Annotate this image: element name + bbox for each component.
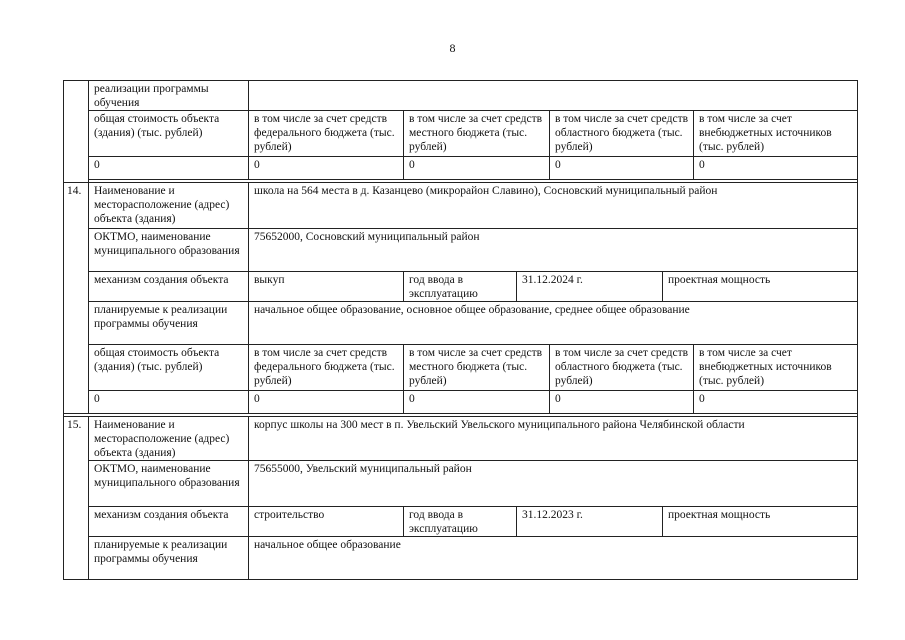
- table-row: [64, 507, 858, 537]
- table-row: [64, 537, 858, 580]
- item-14-regional-value: 0: [550, 391, 694, 414]
- regional-label: в том числе за счет средств областного бюджета (тыс. рублей): [550, 111, 694, 157]
- item-15-oktmo-label: ОКТМО, наименование муниципального образования: [89, 461, 249, 507]
- item-14-number: 14.: [64, 183, 89, 414]
- table-row: [64, 111, 858, 157]
- table-row: [64, 345, 858, 391]
- federal-value: 0: [249, 157, 404, 180]
- table-row: [64, 302, 858, 345]
- item-14-year-label: год ввода в эксплуатацию: [404, 272, 517, 302]
- item-14-local-value: 0: [404, 391, 550, 414]
- item-15-mech-label: механизм создания объекта: [89, 507, 249, 537]
- federal-label: в том числе за счет средств федерального бюджета (тыс. рублей): [249, 111, 404, 157]
- table-row: [64, 461, 858, 507]
- item-15-year-value: 31.12.2023 г.: [517, 507, 663, 537]
- goals-tail-value: [249, 81, 858, 111]
- item-14-offbudget-value: 0: [694, 391, 858, 414]
- item-14-name-value: школа на 564 места в д. Казанцево (микрорайон Славино), Сосновский муниципальный район: [249, 183, 858, 229]
- item-15-name-value: корпус школы на 300 мест в п. Увельский Увельского муниципального района Челябинской области: [249, 417, 858, 461]
- item-15-number: 15.: [64, 417, 89, 580]
- item-15-plan-label: планируемые к реализации программы обучения: [89, 537, 249, 580]
- item-14-cost-label: общая стоимость объекта (здания) (тыс. рублей): [89, 345, 249, 391]
- item-15-mech-value: строительство: [249, 507, 404, 537]
- item-14-federal-value: 0: [249, 391, 404, 414]
- item-14-year-value: 31.12.2024 г.: [517, 272, 663, 302]
- table-row: [64, 391, 858, 414]
- item-15-cap-label: проектная мощность: [663, 507, 858, 537]
- regional-value: 0: [550, 157, 694, 180]
- item-14-local-label: в том числе за счет средств местного бюджета (тыс. рублей): [404, 345, 550, 391]
- cost-value: 0: [89, 157, 249, 180]
- item-15-year-label: год ввода в эксплуатацию: [404, 507, 517, 537]
- item-14-name-label: Наименование и месторасположение (адрес) объекта (здания): [89, 183, 249, 229]
- table-row: [64, 272, 858, 302]
- objects-table: [63, 80, 858, 580]
- offbudget-label: в том числе за счет внебюджетных источников (тыс. рублей): [694, 111, 858, 157]
- item-14-plan-value: начальное общее образование, основное общее образование, среднее общее образование: [249, 302, 858, 345]
- row-number-cell: [64, 81, 89, 183]
- item-14-oktmo-label: ОКТМО, наименование муниципального образования: [89, 229, 249, 272]
- goals-tail-label: реализации программы обучения: [89, 81, 249, 111]
- item-14-regional-label: в том числе за счет средств областного бюджета (тыс. рублей): [550, 345, 694, 391]
- page-number: 8: [449, 41, 456, 55]
- item-15-name-label: Наименование и месторасположение (адрес) объекта (здания): [89, 417, 249, 461]
- item-14-oktmo-value: 75652000, Сосновский муниципальный район: [249, 229, 858, 272]
- item-14-cap-label: проектная мощность: [663, 272, 858, 302]
- local-value: 0: [404, 157, 550, 180]
- offbudget-value: 0: [694, 157, 858, 180]
- item-14-mech-label: механизм создания объекта: [89, 272, 249, 302]
- item-15-plan-value: начальное общее образование: [249, 537, 858, 580]
- cost-label: общая стоимость объекта (здания) (тыс. рублей): [89, 111, 249, 157]
- item-14-plan-label: планируемые к реализации программы обучения: [89, 302, 249, 345]
- table-row: [64, 183, 858, 229]
- item-14-cost-value: 0: [89, 391, 249, 414]
- table-row: [64, 157, 858, 180]
- local-label: в том числе за счет средств местного бюджета (тыс. рублей): [404, 111, 550, 157]
- table-row: [64, 417, 858, 461]
- item-14-mech-value: выкуп: [249, 272, 404, 302]
- item-15-oktmo-value: 75655000, Увельский муниципальный район: [249, 461, 858, 507]
- item-14-federal-label: в том числе за счет средств федерального бюджета (тыс. рублей): [249, 345, 404, 391]
- item-14-offbudget-label: в том числе за счет внебюджетных источников (тыс. рублей): [694, 345, 858, 391]
- table-row: [64, 229, 858, 272]
- table-row: [64, 81, 858, 111]
